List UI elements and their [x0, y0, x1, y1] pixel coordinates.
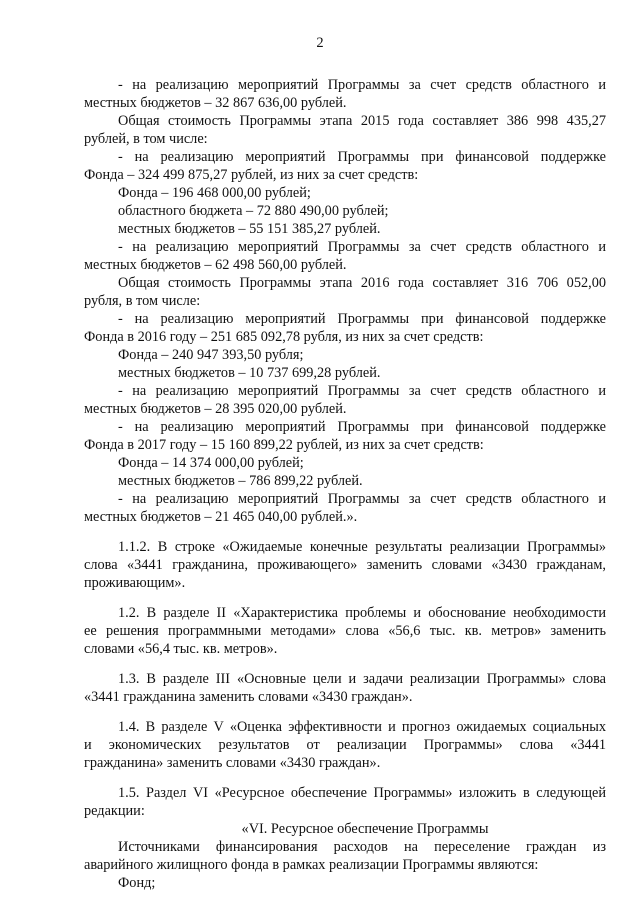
- paragraph: [84, 454, 606, 472]
- text-line: Фонда – 324 499 875,27 рублей, из них за счет средств:: [84, 167, 419, 183]
- text-line: словами «56,4 тыс. кв. метров».: [84, 641, 278, 657]
- text-line: местных бюджетов – 32 867 636,00 рублей.: [84, 95, 347, 111]
- paragraph: [84, 838, 606, 874]
- text-line: Фонда – 240 947 393,50 рубля;: [118, 347, 304, 363]
- text-line: местных бюджетов – 28 395 020,00 рублей.: [84, 401, 347, 417]
- paragraph: [84, 310, 606, 346]
- paragraph: [84, 112, 606, 148]
- text-line: 1.2. В разделе II «Характеристика проблемы и обоснование необходимости: [118, 605, 606, 621]
- text-line: местных бюджетов – 55 151 385,27 рублей.: [118, 221, 381, 237]
- page-number: 2: [316, 35, 324, 51]
- text-line: Фонда в 2016 году – 251 685 092,78 рубля, из них за счет средств:: [84, 329, 484, 345]
- paragraph: [84, 202, 606, 220]
- paragraph: [84, 346, 606, 364]
- paragraph: [84, 874, 606, 892]
- text-line: «VI. Ресурсное обеспечение Программы: [241, 821, 489, 837]
- text-line: 1.5. Раздел VI «Ресурсное обеспечение Программы» изложить в следующей: [118, 785, 606, 801]
- text-line: Общая стоимость Программы этапа 2016 года составляет 316 706 052,00: [118, 275, 606, 291]
- text-line: рубля, в том числе:: [84, 293, 201, 309]
- text-line: областного бюджета – 72 880 490,00 рублей;: [118, 203, 389, 219]
- text-line: Фонда в 2017 году – 15 160 899,22 рублей, из них за счет средств:: [84, 437, 484, 453]
- paragraph: [84, 670, 606, 706]
- paragraph: [84, 718, 606, 772]
- text-line: - на реализацию мероприятий Программы за счет средств областного и: [118, 491, 606, 507]
- text-line: редакции:: [84, 803, 145, 819]
- paragraph: [84, 220, 606, 238]
- paragraph: [84, 538, 606, 592]
- text-line: Источниками финансирования расходов на переселение граждан из: [118, 839, 606, 855]
- text-line: аварийного жилищного фонда в рамках реализации Программы являются:: [84, 857, 539, 873]
- text-line: местных бюджетов – 10 737 699,28 рублей.: [118, 365, 381, 381]
- paragraph: [84, 472, 606, 490]
- text-line: местных бюджетов – 786 899,22 рублей.: [118, 473, 363, 489]
- text-line: и экономических результатов от реализации Программы» слова «3441: [84, 737, 606, 753]
- text-line: Фонд;: [118, 875, 156, 891]
- paragraph: [84, 238, 606, 274]
- paragraph: [84, 184, 606, 202]
- paragraph: [84, 76, 606, 112]
- text-line: - на реализацию мероприятий Программы при финансовой поддержке: [118, 149, 606, 165]
- text-line: Общая стоимость Программы этапа 2015 года составляет 386 998 435,27: [118, 113, 606, 129]
- text-line: - на реализацию мероприятий Программы за счет средств областного и: [118, 239, 606, 255]
- text-line: гражданина» заменить словами «3430 граждан».: [84, 755, 381, 771]
- paragraph: [84, 784, 606, 820]
- paragraph: [84, 274, 606, 310]
- text-line: местных бюджетов – 21 465 040,00 рублей.».: [84, 509, 358, 525]
- text-line: 1.3. В разделе III «Основные цели и задачи реализации Программы» слова: [118, 671, 606, 687]
- text-line: местных бюджетов – 62 498 560,00 рублей.: [84, 257, 347, 273]
- text-line: «3441 гражданина заменить словами «3430 граждан».: [84, 689, 413, 705]
- text-line: - на реализацию мероприятий Программы при финансовой поддержке: [118, 311, 606, 327]
- text-line: слова «3441 гражданина, проживающего» заменить словами «3430 гражданам,: [84, 557, 606, 573]
- paragraph: [84, 382, 606, 418]
- text-line: - на реализацию мероприятий Программы за счет средств областного и: [118, 383, 606, 399]
- paragraph: [84, 604, 606, 658]
- text-line: ее решения программными методами» слова «56,6 тыс. кв. метров» заменить: [84, 623, 606, 639]
- paragraph: [84, 148, 606, 184]
- paragraph: [84, 364, 606, 382]
- text-line: рублей, в том числе:: [84, 131, 208, 147]
- text-line: Фонда – 196 468 000,00 рублей;: [118, 185, 311, 201]
- paragraph: [84, 490, 606, 526]
- paragraph: [84, 418, 606, 454]
- text-line: - на реализацию мероприятий Программы за счет средств областного и: [118, 77, 606, 93]
- text-line: 1.4. В разделе V «Оценка эффективности и прогноз ожидаемых социальных: [118, 719, 606, 735]
- document-body: [84, 76, 606, 892]
- paragraph: [84, 820, 606, 838]
- text-line: проживающим».: [84, 575, 186, 591]
- text-line: - на реализацию мероприятий Программы при финансовой поддержке: [118, 419, 606, 435]
- text-line: Фонда – 14 374 000,00 рублей;: [118, 455, 304, 471]
- text-line: 1.1.2. В строке «Ожидаемые конечные результаты реализации Программы»: [118, 539, 606, 555]
